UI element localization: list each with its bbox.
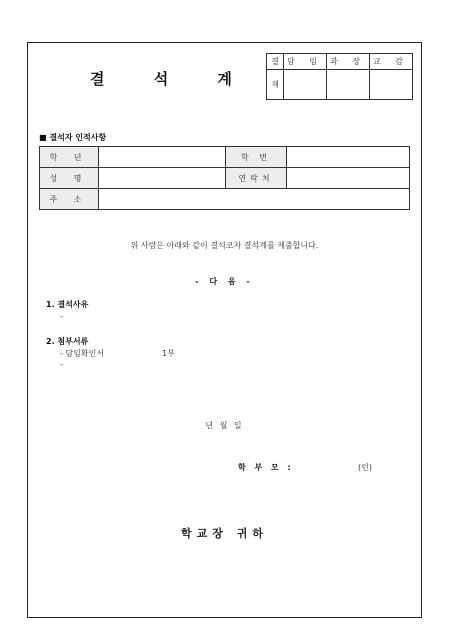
details-heading: - 다 음 -: [195, 277, 254, 286]
table-row: [40, 168, 410, 189]
approval-header-section-chief: 과 장: [327, 54, 370, 70]
approval-sign-section-chief[interactable]: [327, 70, 370, 100]
address-label: 주 소: [40, 189, 99, 210]
table-row: [40, 147, 410, 168]
approval-box: [266, 53, 413, 100]
attachment-item-name: - 담임확인서: [60, 349, 105, 358]
contact-field[interactable]: [287, 168, 410, 189]
grade-label: 학 년: [40, 147, 99, 168]
approval-header-homeroom: 담 임: [284, 54, 327, 70]
date-line[interactable]: 년 월 일: [205, 421, 244, 430]
name-field[interactable]: [99, 168, 226, 189]
approval-sign-vice-principal[interactable]: [370, 70, 413, 100]
personal-info-table: [39, 146, 410, 210]
approval-side-top: 결: [267, 54, 284, 70]
attachment-item-name[interactable]: -: [60, 360, 63, 369]
name-label: 성 명: [40, 168, 99, 189]
approval-sign-homeroom[interactable]: [284, 70, 327, 100]
parent-label: 학 부 모 :: [238, 463, 294, 472]
submission-statement: 위 사람은 아래와 같이 결석코자 결석계를 제출합니다.: [130, 241, 319, 250]
absence-reason-line[interactable]: -: [60, 312, 63, 321]
addressee: 학교장 귀하: [181, 527, 268, 540]
attachment-item-quantity: 1부: [162, 349, 175, 358]
absence-reason-heading: 1. 결석사유: [46, 300, 89, 309]
approval-side-bottom: 재: [267, 70, 284, 100]
personal-info-section-label: ■ 결석자 인적사항: [39, 133, 107, 142]
table-row: [40, 189, 410, 210]
document-title: 결 석 계: [90, 70, 254, 88]
student-number-field[interactable]: [287, 147, 410, 168]
grade-field[interactable]: [99, 147, 226, 168]
approval-header-vice-principal: 교 감: [370, 54, 413, 70]
seal-mark: (인): [358, 463, 372, 472]
attachments-heading: 2. 첨부서류: [46, 337, 89, 346]
address-field[interactable]: [99, 189, 410, 210]
student-number-label: 학 번: [226, 147, 287, 168]
contact-label: 연락처: [226, 168, 287, 189]
